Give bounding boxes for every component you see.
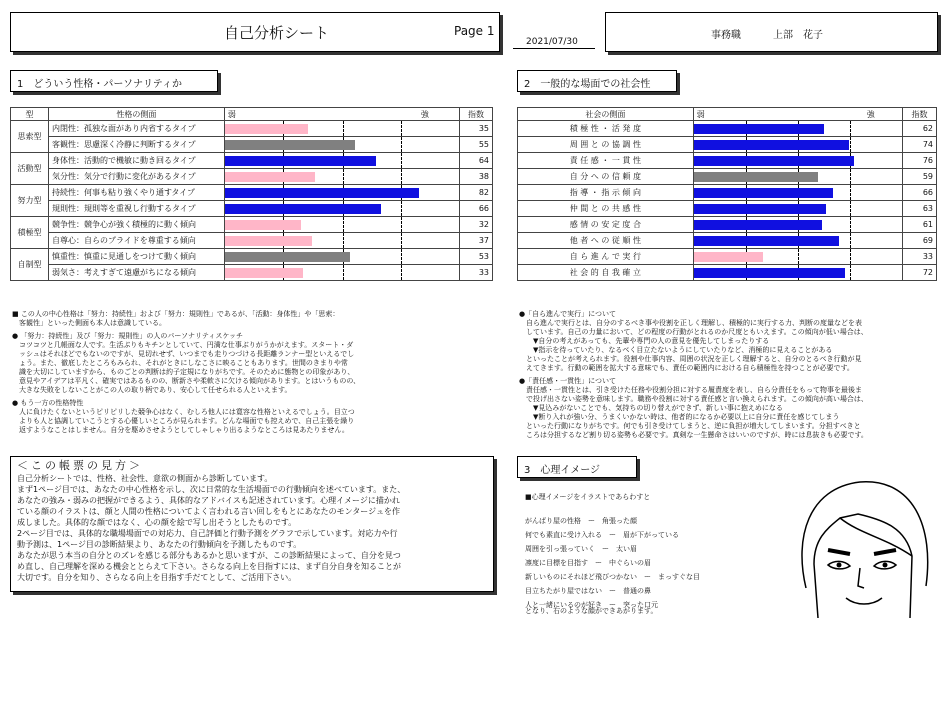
section3-heading-text: 3 心理イメージ	[524, 465, 601, 476]
note-line: といったことが考えられます。役割や仕事内容、周囲の状況を正しく理解すると、自分のとるべき行動が見	[519, 355, 862, 363]
guide-line: まず1ページ目では、あなたの中心性格を示し、次に日常的な生活場面での行動傾向を述べています。また、	[17, 485, 406, 494]
note-line: しています。自己の力量において、どの程度の行動がとれるのか尺度ともいえます。この傾向が低い場合は、	[519, 328, 868, 336]
note-line: ょう。また、徹底したところもみられ、それがときにしなこさに映ることもあります。世間のきまりや常	[12, 359, 348, 367]
job-title: 事務職	[711, 30, 741, 41]
psy-list	[525, 514, 700, 612]
col-social-scale	[693, 108, 902, 121]
scale-gridline	[850, 185, 851, 200]
score-bar	[694, 172, 818, 182]
personality-notes	[12, 310, 497, 435]
bangs	[840, 518, 912, 556]
bar-cell	[224, 137, 459, 153]
person-name: 上部 花子	[773, 30, 823, 41]
scale-gridline	[401, 265, 402, 280]
bar-cell	[693, 265, 902, 281]
note-line: で投げ出さない姿勢を意味します。職務や役割に対する責任感と言い換えられます。この傾向が高い場合は、	[519, 395, 868, 403]
guide-box	[10, 456, 494, 592]
index-value: 66	[460, 201, 493, 217]
note-line: ■ この人の中心性格は「努力：持続性」および「努力：規則性」であるが、「活動：身体性」や「思索：	[12, 310, 340, 318]
index-value: 82	[460, 185, 493, 201]
note-line: といった行動になりがちです。何でも引き受けてしまうと、逆に負担が増大してしまいます。分担すべきと	[519, 422, 861, 430]
social-aspect-label: 責 任 感 ・ 一 貫 性	[518, 153, 694, 169]
guide-line: め直し、自己理解を深める機会ととらえて下さい。さらなる向上を目指すには、まず自分自身を知ることが	[17, 562, 401, 571]
scale-gridline	[343, 233, 344, 248]
table-row	[518, 201, 937, 217]
scale-gridline	[401, 121, 402, 136]
scale-gridline	[850, 217, 851, 232]
score-bar	[694, 252, 763, 262]
social-aspect-label: 感 情 の 安 定 度 合	[518, 217, 694, 233]
strong-label-2: 強	[866, 110, 875, 119]
guide-text	[17, 473, 487, 583]
table-row	[11, 217, 493, 233]
note-line: ころは分担するなど割り切る姿勢も必要です。真剣な一生懸命さはいいのですが、時には息抜きも必要です。	[519, 431, 868, 439]
social-index-value: 63	[903, 201, 937, 217]
score-bar	[694, 268, 845, 278]
score-bar	[225, 156, 376, 166]
index-value: 32	[460, 217, 493, 233]
note-line: ▼見込みがないことでも、気持ちの切り替えができず、新しい事に抱えめになる	[519, 404, 783, 412]
social-index-value: 33	[903, 249, 937, 265]
index-value: 35	[460, 121, 493, 137]
hair-outline	[802, 482, 928, 588]
aspect-label: 規則性：規則等を重視し行動するタイプ	[48, 201, 224, 217]
social-index-value: 61	[903, 217, 937, 233]
note-line: ●「自ら進んで実行」について	[519, 310, 616, 318]
score-bar	[225, 252, 350, 262]
weak-label-2: 弱	[696, 110, 705, 119]
social-index-value: 66	[903, 185, 937, 201]
score-bar	[694, 220, 822, 230]
section2-heading	[517, 70, 677, 92]
note-line: ッシュはそれほどでもないのですが、見切れせず、いつまでも走りつづける長距離ランナー型といえるでし	[12, 350, 355, 358]
bar-cell	[693, 153, 902, 169]
guide-line: あなたが思う本当の自分とのズレを感じる部分もあるかと思いますが、この診断結果によって、自分を見つ	[17, 551, 401, 560]
bar-cell	[224, 153, 459, 169]
scale-gridline	[401, 153, 402, 168]
scale-gridline	[850, 121, 851, 136]
aspect-label: 内閉性：孤独な面があり内省するタイプ	[48, 121, 224, 137]
scale-gridline	[401, 249, 402, 264]
strong-label: 強	[420, 110, 429, 119]
index-value: 33	[460, 265, 493, 281]
social-aspect-label: 周 囲 と の 協 調 性	[518, 137, 694, 153]
scale-gridline	[850, 169, 851, 184]
bar-cell	[693, 217, 902, 233]
social-aspect-label: 自 ら 進 ん で 実 行	[518, 249, 694, 265]
score-bar	[694, 188, 833, 198]
personality-table	[10, 107, 493, 281]
mouth	[846, 598, 882, 604]
table-row	[11, 153, 493, 169]
bar-cell	[224, 265, 459, 281]
aspect-label: 慎重性：慎重に見通しをつけて動く傾向	[48, 249, 224, 265]
score-bar	[694, 124, 824, 134]
note-line: ▼断り入れが強い分、うまくいかない時は、他者的になるか必要以上に自分に責任を感じてしまう	[519, 413, 840, 421]
col-type: 型	[11, 108, 49, 121]
table-row	[518, 153, 937, 169]
score-bar	[225, 140, 355, 150]
scale-gridline	[401, 233, 402, 248]
psy-line: がんばり屋の性格 ー 角張った顔	[525, 517, 637, 525]
section1-heading	[10, 70, 218, 92]
psy-intro: ■心理イメージをイラストであらわすと	[525, 493, 651, 501]
score-bar	[225, 172, 315, 182]
table-row	[11, 121, 493, 137]
social-index-value: 62	[903, 121, 937, 137]
table-row	[518, 265, 937, 281]
table-row	[11, 249, 493, 265]
psy-line: 何でも素直に受け入れる ー 眉が下がっている	[525, 531, 679, 539]
social-aspect-label: 積 極 性 ・ 活 発 度	[518, 121, 694, 137]
bar-cell	[693, 201, 902, 217]
bar-cell	[224, 233, 459, 249]
bar-cell	[224, 201, 459, 217]
col-index: 指数	[460, 108, 493, 121]
guide-line: 自己分析シートでは、性格、社会性、意欲の側面から診断しています。	[17, 474, 273, 483]
bar-cell	[693, 185, 902, 201]
left-eyebrow	[828, 550, 850, 554]
bar-cell	[693, 249, 902, 265]
table-row	[518, 249, 937, 265]
guide-line: あなたの強み・弱みの把握ができるよう、具体的なアドバイスも記述されています。心理イメージに描かれ	[17, 496, 400, 505]
bar-cell	[224, 217, 459, 233]
section1-heading-text: 1 どういう性格・パーソナリティか	[17, 79, 182, 90]
scale-gridline	[401, 217, 402, 232]
note-line: ● 「努力：持続性」及び「努力：規則性」の人のパーソナリティスケッチ	[12, 332, 244, 340]
psy-line: 凛度に目標を目指す ー 中ぐらいの眉	[525, 559, 651, 567]
section2-heading-text: 2 一般的な場面での社会性	[524, 79, 651, 90]
bar-cell	[693, 233, 902, 249]
scale-gridline	[850, 201, 851, 216]
group-label: 積極型	[11, 217, 49, 249]
table-row	[518, 169, 937, 185]
note-line: コツコツと几帳面な人です。生活ぶりもキチンとしていて、円満な仕事ぶりがうかがえます。スタート・ダ	[12, 341, 354, 349]
psy-outro: となり、右のような顔ができあがります。	[525, 607, 658, 615]
note-line: ▼自分の考えがあっても、先輩や専門の人の意見を優先してしまったりする	[519, 337, 770, 345]
scale-gridline	[343, 265, 344, 280]
aspect-label: 競争性：競争心が強く積極的に動く傾向	[48, 217, 224, 233]
social-aspect-label: 社 会 的 自 我 確 立	[518, 265, 694, 281]
aspect-label: 客観性：思慮深く冷静に判断するタイプ	[48, 137, 224, 153]
sheet-title: 自己分析シート	[224, 24, 330, 42]
score-bar	[225, 124, 308, 134]
note-line: よりも人と協調していこうとする心優しいところが見られます。どんな場面でも控えめで、自己主張を繰り	[12, 417, 355, 425]
col-social-index: 指数	[903, 108, 937, 121]
score-bar	[225, 236, 312, 246]
note-line: 返すようなことはしません。自分を駆めさせようとしてしゃしゃり出るようなところは見あたりません。	[12, 426, 349, 434]
col-scale	[224, 108, 459, 121]
note-line: 責任感・一貫性とは、引き受けた任務や役割分担に対する履責度を表し、自ら分責任をもって物事を最後ま	[519, 386, 862, 394]
group-label: 活動型	[11, 153, 49, 185]
group-label: 努力型	[11, 185, 49, 217]
psy-line: 周囲を引っ張っていく ー 太い眉	[525, 545, 637, 553]
guide-line: 成しました。具体的な顔ではなく、心の顔を絵で写し出そうとしたものです。	[17, 518, 297, 527]
bar-cell	[693, 169, 902, 185]
table-row	[11, 169, 493, 185]
weak-label: 弱	[227, 110, 236, 119]
social-aspect-label: 他 者 へ の 従 順 性	[518, 233, 694, 249]
table-row	[11, 233, 493, 249]
note-line: ▼指示を待っていたり、なるべく目立たないようにしていたりなど、消極的に見えることがある	[519, 346, 833, 354]
right-eyebrow	[874, 550, 896, 554]
bar-cell	[693, 121, 902, 137]
score-bar	[694, 156, 854, 166]
table-row	[11, 265, 493, 281]
scale-gridline	[850, 249, 851, 264]
section3-heading	[517, 456, 637, 478]
scale-gridline	[343, 217, 344, 232]
scale-gridline	[343, 121, 344, 136]
social-index-value: 59	[903, 169, 937, 185]
title-box	[10, 12, 500, 52]
bar-cell	[224, 121, 459, 137]
group-label: 思索型	[11, 121, 49, 153]
scale-gridline	[401, 137, 402, 152]
score-bar	[225, 220, 301, 230]
date-line	[513, 48, 595, 49]
social-aspect-label: 仲 間 と の 共 感 性	[518, 201, 694, 217]
psy-line: 人と一緒にいるのが好き ー 突った口元	[525, 601, 658, 609]
guide-line: 2ページ目では、具体的な職場場面での対応力、自己評価と行動予測をグラフで示しています。対応力や行	[17, 529, 398, 538]
left-pupil	[837, 563, 842, 568]
scale-gridline	[343, 169, 344, 184]
name-box	[605, 12, 938, 52]
index-value: 55	[460, 137, 493, 153]
score-bar	[694, 236, 839, 246]
psy-line: 目立ちたがり屋ではない ー 普通の鼻	[525, 587, 651, 595]
guide-title: ＜この帳票の見方＞	[17, 459, 143, 472]
note-line: ● もう一方の性格特性	[12, 399, 84, 407]
right-pupil	[883, 563, 888, 568]
report-date: 2021/07/30	[526, 37, 578, 47]
bar-cell	[224, 249, 459, 265]
psy-line: 新しいものにそれほど飛びつかない ー まっすぐな目	[525, 573, 700, 581]
table-row	[518, 185, 937, 201]
bar-cell	[693, 137, 902, 153]
page-number: Page 1	[454, 24, 495, 38]
aspect-label: 弱気さ：考えすぎて遠慮がちになる傾向	[48, 265, 224, 281]
social-notes	[519, 310, 944, 440]
guide-line: 大切です。自分を知り、さらなる向上を目指す手だてとして、ご活用下さい。	[17, 573, 297, 582]
score-bar	[225, 268, 303, 278]
note-line: 客観性」といった側面も本人は意識している。	[12, 319, 166, 327]
table-row	[11, 201, 493, 217]
bar-cell	[224, 169, 459, 185]
note-line: 識を大切にしていますから、ものごとの判断は約子定規になりがちです。そのために態物との印象があり、	[12, 368, 355, 376]
col-aspect: 性格の側面	[48, 108, 224, 121]
table-row	[518, 121, 937, 137]
social-aspect-label: 自 分 へ の 信 頼 度	[518, 169, 694, 185]
social-index-value: 76	[903, 153, 937, 169]
group-label: 自制型	[11, 249, 49, 281]
social-index-value: 74	[903, 137, 937, 153]
bar-cell	[224, 185, 459, 201]
index-value: 37	[460, 233, 493, 249]
note-line: ●「責任感・一貫性」について	[519, 377, 616, 385]
note-line: 人に負けたくないというピリピリした競争心はなく、むしろ他人には寛容な性格といえるでしょう。目立つ	[12, 408, 355, 416]
face-illustration	[788, 468, 938, 628]
table-row	[518, 217, 937, 233]
col-social-aspect: 社会の側面	[518, 108, 694, 121]
note-line: 意見やアイデアは平凡く、確実ではあるものの、断新さや柔軟さに欠ける傾向があります。とはいうものの、	[12, 377, 361, 385]
index-value: 38	[460, 169, 493, 185]
note-line: 大きな失敗をしないことがこの人の取り柄であり、安心して任せられる人といえます。	[12, 386, 292, 394]
scale-gridline	[401, 169, 402, 184]
note-line: えてきます。行動の範囲を拡大する意味でも、責任の範囲内における自ら積極性を持つことが必要です。	[519, 364, 854, 372]
table-row	[518, 233, 937, 249]
aspect-label: 身体性：活動的で機敏に動き回るタイプ	[48, 153, 224, 169]
scale-gridline	[850, 137, 851, 152]
nose	[858, 568, 864, 588]
aspect-label: 持続性：何事も粘り強くやり通すタイプ	[48, 185, 224, 201]
index-value: 64	[460, 153, 493, 169]
note-line: 自ら進んで実行とは、自分のするべき事や役割を正しく理解し、積極的に実行する力、判断の度量などを表	[519, 319, 862, 327]
scale-gridline	[850, 233, 851, 248]
scale-gridline	[850, 265, 851, 280]
score-bar	[694, 140, 849, 150]
guide-line: 動予測は、1ページ目の診断結果より、あなたの行動傾向を予測したものです。	[17, 540, 302, 549]
scale-gridline	[798, 249, 799, 264]
guide-line: ている顔のイラストは、顔と人間の性格についてよく言われる言い回しをもとにあなたのモンタージュを作	[17, 507, 400, 516]
aspect-label: 気分性：気分で行動に変化があるタイプ	[48, 169, 224, 185]
social-index-value: 69	[903, 233, 937, 249]
table-row	[518, 137, 937, 153]
social-index-value: 72	[903, 265, 937, 281]
aspect-label: 自尊心：自らのプライドを尊重する傾向	[48, 233, 224, 249]
table-row	[11, 137, 493, 153]
score-bar	[694, 204, 826, 214]
social-table	[517, 107, 937, 281]
table-row	[11, 185, 493, 201]
social-aspect-label: 指 導 ・ 指 示 傾 向	[518, 185, 694, 201]
score-bar	[225, 188, 419, 198]
score-bar	[225, 204, 381, 214]
scale-gridline	[401, 201, 402, 216]
index-value: 53	[460, 249, 493, 265]
